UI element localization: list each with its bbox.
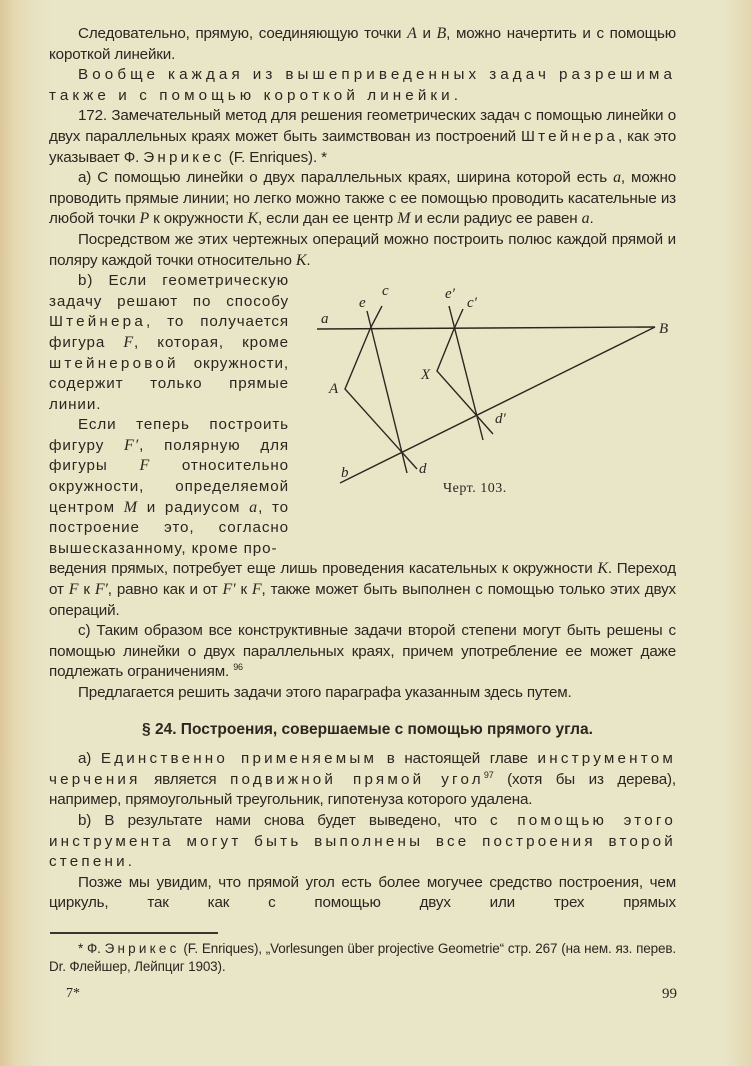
label-B: B xyxy=(659,321,669,338)
endnote-ref-96[interactable]: 96 xyxy=(233,662,243,673)
label-d: d xyxy=(419,461,427,478)
endnote-ref-97[interactable]: 97 xyxy=(483,769,494,780)
paragraph-polar-cont: ведения прямых, потребует еще лишь проведения касательных к окружности K. Переход от F к F′, равно как и от F′ к F, также может быть выполнен с помощью только этих двух операций. xyxy=(49,560,676,619)
label-d-prime: d′ xyxy=(495,411,506,428)
line-c-A-d xyxy=(345,306,417,469)
line-e xyxy=(367,311,407,473)
paragraph-polar: Если теперь построить фигуру F′, полярную для фигуры F относительно окружности, определяемой центром M и радиусом a, то построение это, согласно вышесказанному, кроме про- xyxy=(49,416,289,557)
label-e: e xyxy=(359,295,366,312)
label-X: X xyxy=(421,367,431,384)
footnote-text: * Ф. Энрикес (F. Enriques), „Vorlesungen über projective Geometrie“ стр. 267 (на нем. яз. перев. Dr. Флейшер, Лейпциг 1903). xyxy=(49,941,676,974)
paragraph-172: 172. Замечательный метод для решения геометрических задач с помощью линейки о двух параллельных краях может быть заимствован из построений Штейнера, как это указывает Ф. Энрикес (F. Enriques). * xyxy=(49,107,676,166)
paragraph-later: Позже мы увидим, что прямой угол есть более могучее средство построения, чем циркуль, так как с помощью двух или трех прямых xyxy=(49,873,676,912)
section-heading: § 24. Построения, совершаемые с помощью прямого угла. xyxy=(142,720,593,738)
paragraph-c: c) Таким образом все конструктивные задачи второй степени могут быть решены с помощью линейки о двух параллельных краях, причем употребление ее может даже подлежать ограничениям. $^{96}$ xyxy=(49,622,676,681)
label-c: c xyxy=(382,283,389,300)
label-A: A xyxy=(329,381,339,398)
geometry-diagram xyxy=(307,271,687,491)
page-number: 99 xyxy=(662,986,677,1002)
label-b: b xyxy=(341,465,349,482)
left-column xyxy=(49,271,289,559)
figure-103 xyxy=(307,271,687,531)
line-b xyxy=(340,327,655,483)
figure-caption: Черт. 103. xyxy=(443,481,507,497)
paragraph-24a: a) Единственно применяемым в настоящей главе инструментом черчения является подвижной прямой угол$^{97}$ (хотя бы из дерева), например, прямоугольный треугольник, гипотенуза которого удалена. xyxy=(49,750,677,809)
paragraph-exercise: Предлагается решить задачи этого параграфа указанным здесь путем. xyxy=(78,684,572,701)
paragraph-24b: b) В результате нами снова будет выведено, что с помощью этого инструмента могут быть выполнены все построения второй степени. xyxy=(49,811,676,871)
paragraph-pole: Посредством же этих чертежных операций можно построить полюс каждой прямой и поляру каждой точки относительно K. xyxy=(49,230,676,269)
text-with-figure xyxy=(49,271,676,559)
label-e-prime: e′ xyxy=(445,286,455,303)
label-a: a xyxy=(321,311,329,328)
footnote-rule xyxy=(50,932,218,934)
paragraph-b: b) Если геометрическую задачу решают по способу Штейнера, то получается фигура F, которая, кроме штейнеровой окружности, содержит только прямые линии. xyxy=(49,272,290,413)
paragraph-2: Вообще каждая из вышеприведенных задач разрешима также и с помощью короткой линейки. xyxy=(49,66,676,104)
footnote xyxy=(49,940,676,976)
line-a xyxy=(317,327,655,329)
paragraph-a: a) С помощью линейки о двух параллельных краях, ширина которой есть a, можно проводить прямые линии; но легко можно также с ее помощью проводить касательные из любой точки P к окружности K, если дан ее центр M и если радиус ее равен a. xyxy=(49,169,676,228)
paragraph-1: Следовательно, прямую, соединяющую точки A и B, можно начертить и с помощью короткой линейки. xyxy=(49,25,676,63)
book-page xyxy=(49,24,676,914)
printer-signature: 7* xyxy=(66,986,80,1001)
label-c-prime: c′ xyxy=(467,295,477,312)
